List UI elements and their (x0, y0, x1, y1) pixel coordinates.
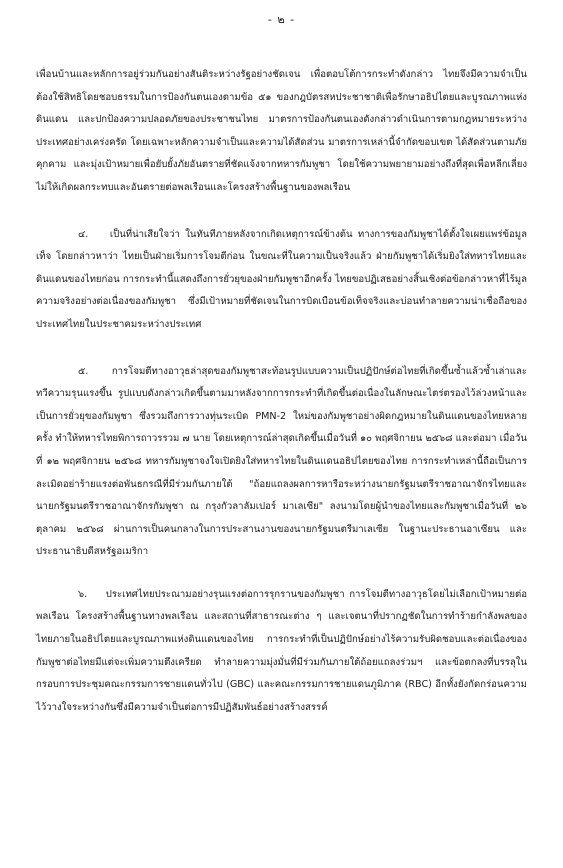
paragraph-text: การโจมตีทางอาวุธล่าสุดของกัมพูชาสะท้อนรูปแบบความเป็นปฏิปักษ์ต่อไทยที่เกิดขึ้นซ้ำแล้วซ้ำเล่าและทวีความรุนแรงขึ้น รูปแบบดังกล่าวเกิดขึ้นตามมาหลังจากการกระทำที่เกิดขึ้นต่อเนื่องในลักษณะไตร่ตรองไว้ล่วงหน้าและเป็นการยั่วยุของกัมพูชา ซึ่งรวมถึงการวางทุ่นระเบิด PMN-2 ใหม่ของกัมพูชาอย่างผิดกฎหมายในดินแดนของไทยหลายครั้ง ทำให้ทหารไทยพิการถาวรรวม ๗ นาย โดยเหตุการณ์ล่าสุดเกิดขึ้นเมื่อวันที่ ๑๐ พฤศจิกายน ๒๕๖๘ และต่อมา เมื่อวันที่ ๑๒ พฤศจิกายน ๒๕๖๘ ทหารกัมพูชาจงใจเปิดยิงใส่ทหารไทยในดินแดนอธิปไตยของไทย การกระทำเหล่านี้ถือเป็นการละเมิดอย่าร้ายแรงต่อพันธกรณีที่มีร่วมกันภายใต้ "ถ้อยแถลงผลการหารือระหว่างนายกรัฐมนตรีราชอาณาจักรไทยและนายกรัฐมนตรีราชอาณาจักรกัมพูชา ณ กรุงกัวลาลัมเปอร์ มาเลเซีย" ลงนามโดยผู้นำของไทยและกัมพูชาเมื่อวันที่ ๒๖ ตุลาคม ๒๕๖๘ ผ่านการเป็นคนกลางในการประสานงานของนายกรัฐมนตรีมาเลเซีย ในฐานะประธานอาเซียน และประธานาธิบดีสหรัฐอเมริกา (36, 365, 527, 558)
paragraph-5 (36, 361, 527, 564)
page-number: - ๒ - (267, 13, 296, 26)
paragraph-text: เพื่อนบ้านและหลักการอยู่ร่วมกันอย่างสันติระหว่างรัฐอย่างชัดเจน เพื่อตอบโต้การกระทำดังกล่าว ไทยจึงมีความจำเป็นต้องใช้สิทธิโดยชอบธรรมในการป้องกันตนเองตามข้อ ๕๑ ของกฎบัตรสหประชาชาติเพื่อรักษาอธิปไตยและบูรณภาพแห่งดินแดน และปกป้องความปลอดภัยของประชาชนไทย มาตรการป้องกันตนเองดังกล่าวดำเนินการตามกฎหมายระหว่างประเทศอย่างเคร่งครัด โดยเฉพาะหลักความจำเป็นและความได้สัดส่วน มาตรการเหล่านี้จำกัดขอบเขต ได้สัดส่วนตามภัยคุกคาม และมุ่งเป้าหมายเพื่อยับยั้งภัยอันตรายที่ชัดแจ้งจากทหารกัมพูชา โดยใช้ความพยายามอย่างถึงที่สุดเพื่อหลีกเลี่ยงไม่ให้เกิดผลกระทบและอันตรายต่อพลเรือนและโครงสร้างพื้นฐานของพลเรือน (36, 69, 527, 193)
paragraph-text: เป็นที่น่าเสียใจว่า ในทันทีภายหลังจากเกิดเหตุการณ์ข้างต้น ทางการของกัมพูชาได้ตั้งใจเผยแพร่ข้อมูลเท็จ โดยกล่าวหาว่า ไทยเป็นฝ่ายเริ่มการโจมตีก่อน ในขณะที่ในความเป็นจริงแล้ว ฝ่ายกัมพูชาได้เริ่มยิงใส่ทหารไทยและดินแดนของไทยก่อน การกระทำนี้แสดงถึงการยั่วยุของฝ่ายกัมพูชาอีกครั้ง ไทยขอปฏิเสธอย่างสิ้นเชิงต่อข้อกล่าวหาที่ไร้มูลความจริงอย่างต่อเนื่องของกัมพูชา ซึ่งมีเป้าหมายที่ชัดเจนในการบิดเบือนข้อเท็จจริงและบ่อนทำลายความน่าเชื่อถือของประเทศไทยในประชาคมระหว่างประเทศ (36, 228, 528, 330)
paragraph-number: ๔. (78, 228, 89, 240)
paragraph-6 (36, 584, 527, 720)
paragraph-number: ๖. (78, 588, 88, 600)
paragraph-text: ประเทศไทยประณามอย่างรุนแรงต่อการรุกรานของกัมพูชา การโจมตีทางอาวุธโดยไม่เลือกเป้าหมายต่อพลเรือน โครงสร้างพื้นฐานทางพลเรือน และสถานที่สาธารณะต่าง ๆ และเจตนาที่ปรากฏชัดในการทำร้ายกำลังพลของไทยภายในอธิปไตยและบูรณภาพแห่งดินแดนของไทย การกระทำที่เป็นปฏิปักษ์อย่างไร้ความรับผิดชอบและต่อเนื่องของกัมพูชาต่อไทยมีแต่จะเพิ่มความตึงเครียด ทำลายความมุ่งมั่นที่มีร่วมกันภายใต้ถ้อยแถลงร่วมฯ และข้อตกลงที่บรรลุในกรอบการประชุมคณะกรรมการชายแดนทั่วไป (GBC) และคณะกรรมการชายแดนภูมิภาค (RBC) อีกทั้งยังกัดกร่อนความไว้วางใจระหว่างกันซึ่งมีความจำเป็นต่อการมีปฏิสัมพันธ์อย่างสร้างสรรค์ (36, 588, 527, 713)
paragraph-continued (36, 64, 527, 200)
paragraph-4 (36, 224, 527, 337)
paragraph-number: ๕. (78, 365, 89, 377)
